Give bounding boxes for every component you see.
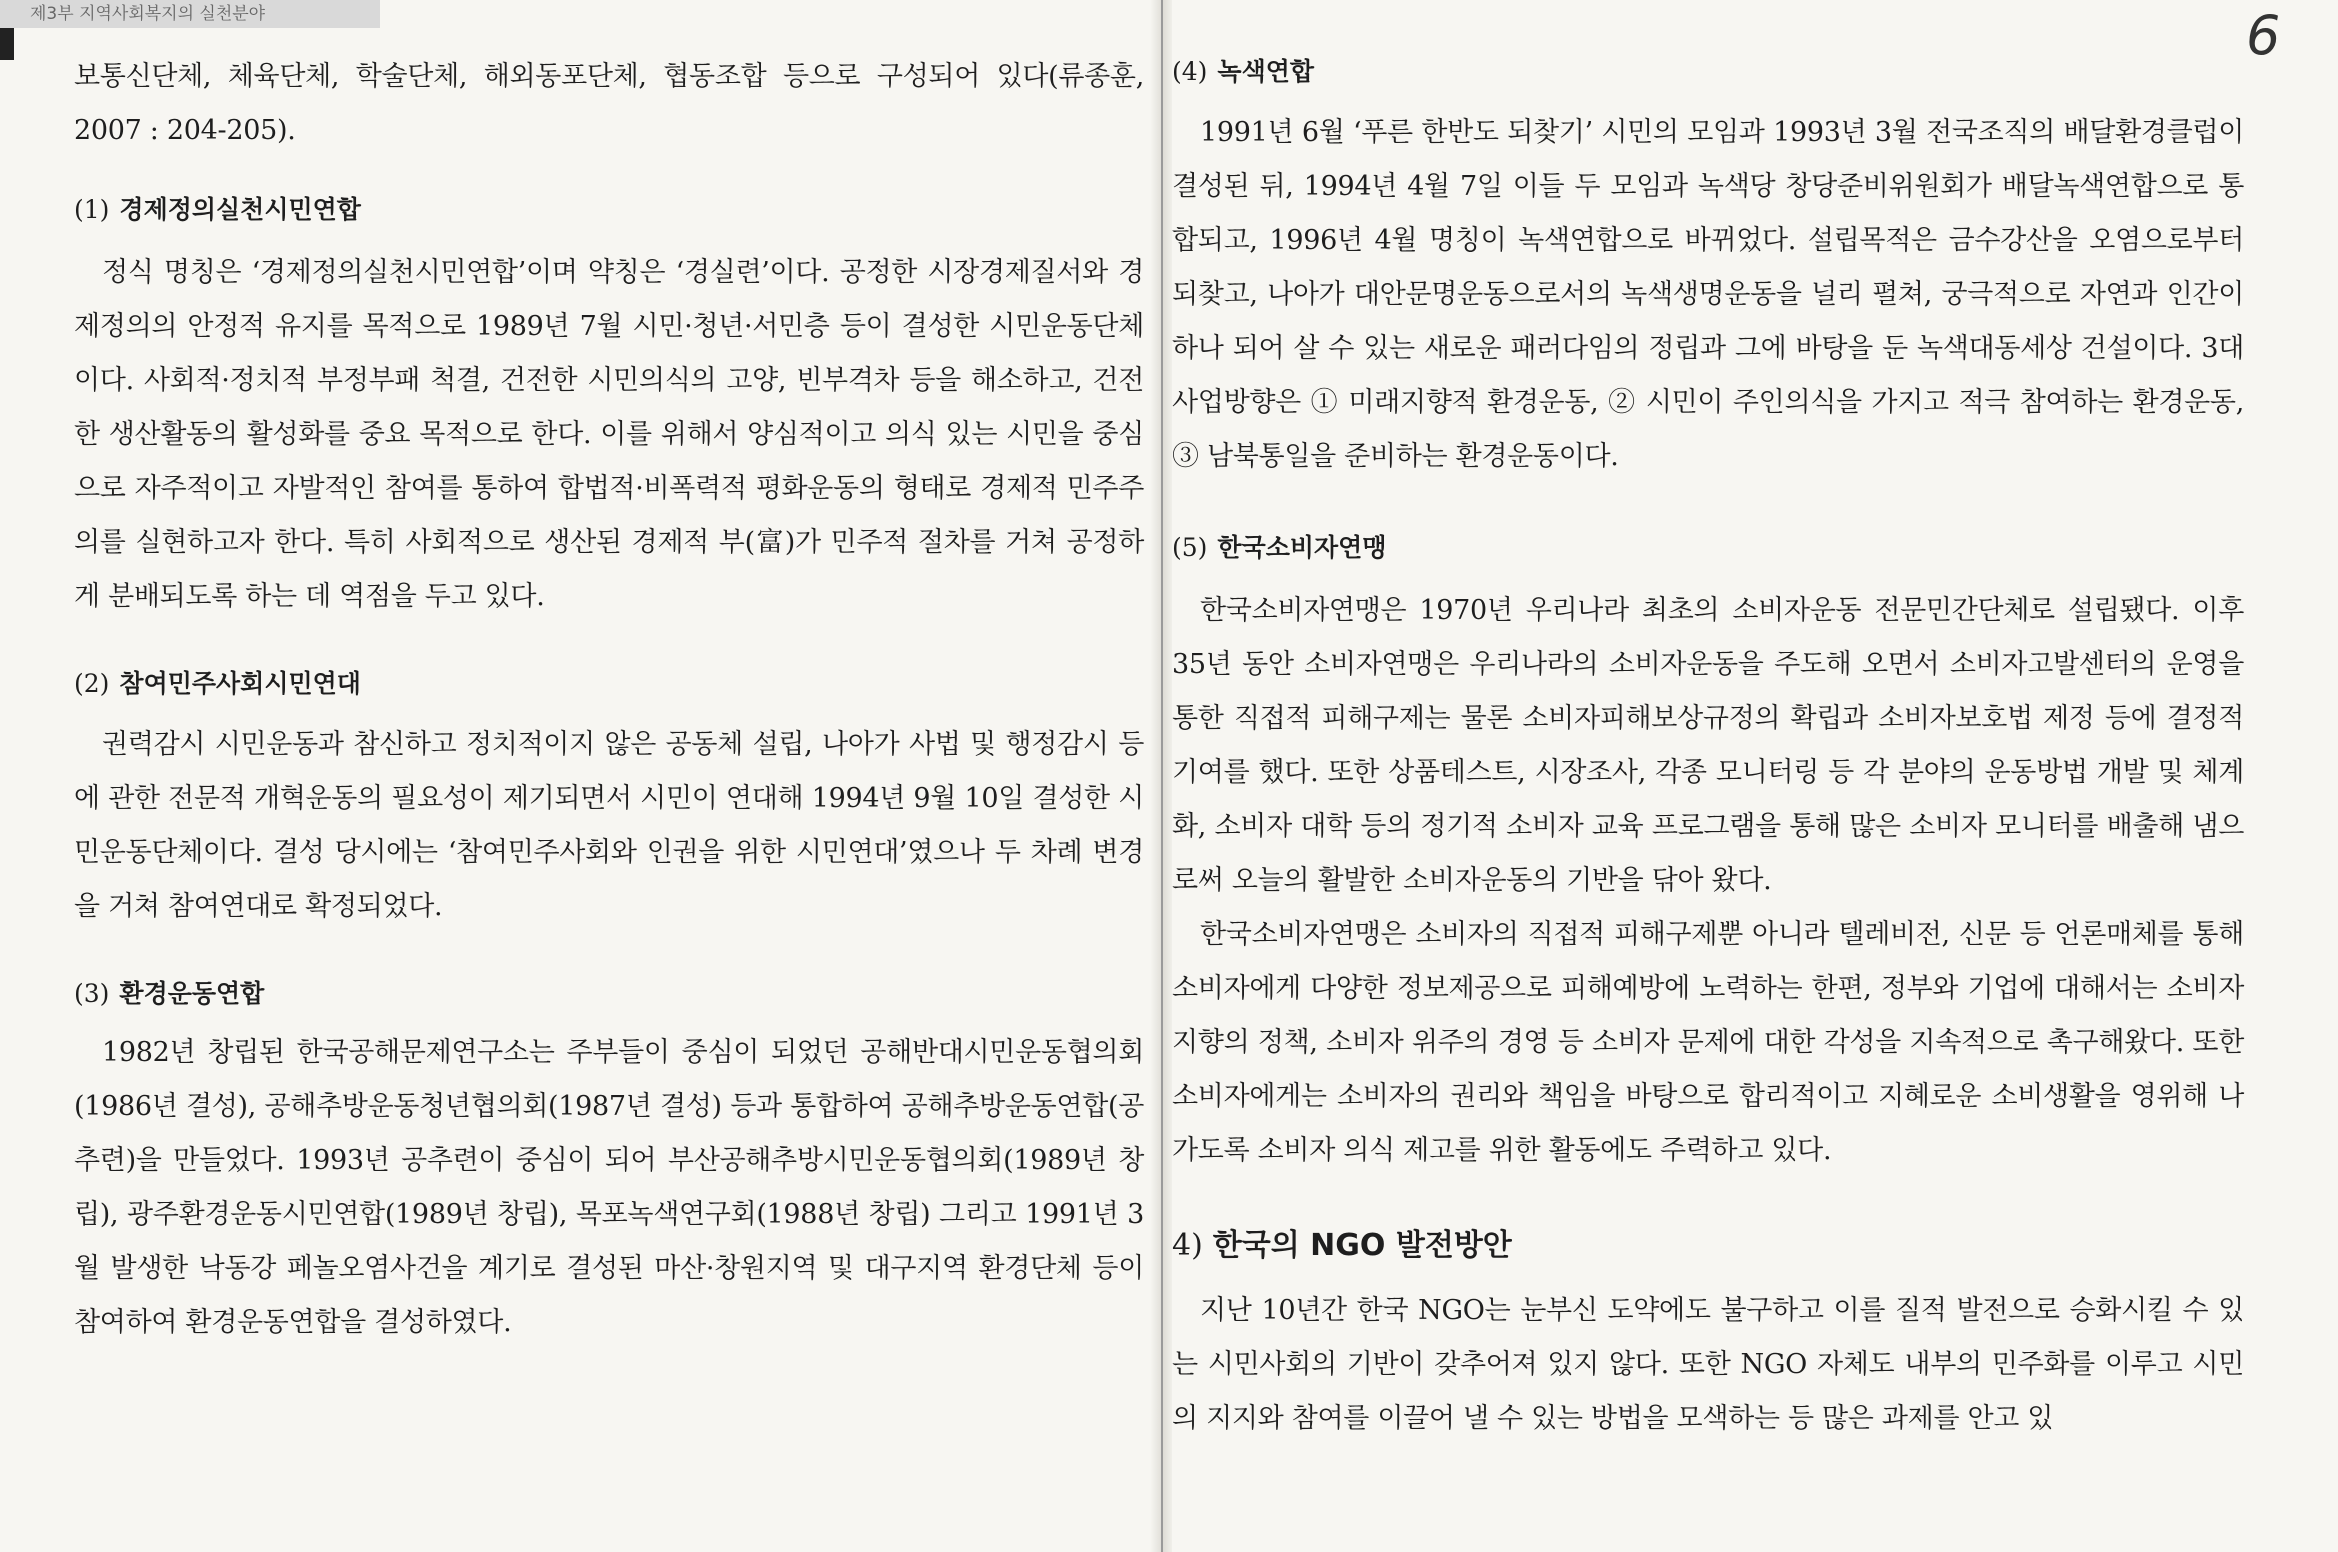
section-number: (2) bbox=[74, 669, 110, 698]
section-body-ngo: 지난 10년간 한국 NGO는 눈부신 도약에도 불구하고 이를 질적 발전으로 승화시킬 수 있는 시민사회의 기반이 갖추어져 있지 않다. 또한 NGO 자체도 내부의 민주화를 이루고 시민의 지지와 참여를 이끌어 낼 수 있는 방법을 모색하는 등 많은 과제를 안고 있 bbox=[1172, 1295, 2244, 1434]
chapter-section-heading bbox=[1172, 1222, 2244, 1270]
section-number: (4) bbox=[1172, 57, 1208, 86]
section-body-3: 1982년 창립된 한국공해문제연구소는 주부들이 중심이 되었던 공해반대시민운동협의회(1986년 결성), 공해추방운동청년협의회(1987년 결성) 등과 통합하여 공해추방운동연합(공추련)을 만들었다. 1993년 공추련이 중심이 되어 부산공해추방시민운동협의회(1989년 창립), 광주환경운동시민연합(1989년 창립), 목포녹색연구회(1988년 창립) 그리고 1991년 3월 발생한 낙동강 페놀오염사건을 계기로 결성된 마산·창원지역 및 대구지역 환경단체 등이 참여하여 환경운동연합을 결성하였다. bbox=[74, 1037, 1144, 1338]
section-title: 한국의 NGO 발전방안 bbox=[1212, 1228, 1512, 1263]
section-body-2: 권력감시 시민운동과 참신하고 정치적이지 않은 공동체 설립, 나아가 사법 및 행정감시 등에 관한 전문적 개혁운동의 필요성이 제기되면서 시민이 연대해 1994년 9월 10일 결성한 시민운동단체이다. 결성 당시에는 ‘참여민주사회와 인권을 위한 시민연대’였으나 두 차례 변경을 거쳐 참여연대로 확정되었다. bbox=[74, 729, 1144, 922]
section-title: 환경운동연합 bbox=[119, 979, 265, 1008]
section-heading-3 bbox=[74, 972, 1144, 1016]
section-body-5a: 한국소비자연맹은 1970년 우리나라 최초의 소비자운동 전문민간단체로 설립됐다. 이후 35년 동안 소비자연맹은 우리나라의 소비자운동을 주도해 오면서 소비자고발센터의 운영을 통한 직접적 피해구제는 물론 소비자피해보상규정의 확립과 소비자보호법 제정 등에 결정적 기여를 했다. 또한 상품테스트, 시장조사, 각종 모니터링 등 각 분야의 운동방법 개발 및 체계화, 소비자 대학 등의 정기적 소비자 교육 프로그램을 통해 많은 소비자 모니터를 배출해 냄으로써 오늘의 활발한 소비자운동의 기반을 닦아 왔다. bbox=[1172, 595, 2244, 896]
intro-paragraph: 보통신단체, 체육단체, 학술단체, 해외동포단체, 협동조합 등으로 구성되어 있다(류종훈, 2007 : 204-205). bbox=[74, 61, 1144, 146]
section-heading-2 bbox=[74, 662, 1144, 706]
gutter-divider bbox=[1161, 0, 1163, 1552]
section-title: 녹색연합 bbox=[1217, 57, 1315, 86]
section-title: 참여민주사회시민연대 bbox=[119, 669, 361, 698]
handwritten-page-number: 6 bbox=[2246, 4, 2281, 67]
running-header: 제3부 지역사회복지의 실천분야 bbox=[0, 0, 380, 28]
section-number: (3) bbox=[74, 979, 110, 1008]
section-body-4: 1991년 6월 ‘푸른 한반도 되찾기’ 시민의 모임과 1993년 3월 전국조직의 배달환경클럽이 결성된 뒤, 1994년 4월 7일 이들 두 모임과 녹색당 창당준비위원회가 배달녹색연합으로 통합되고, 1996년 4월 명칭이 녹색연합으로 바뀌었다. 설립목적은 금수강산을 오염으로부터 되찾고, 나아가 대안문명운동으로서의 녹색생명운동을 널리 펼쳐, 궁극적으로 자연과 인간이 하나 되어 살 수 있는 새로운 패러다임의 정립과 그에 바탕을 둔 녹색대동세상 건설이다. 3대 사업방향은 ① 미래지향적 환경운동, ② 시민이 주인의식을 가지고 적극 참여하는 환경운동, ③ 남북통일을 준비하는 환경운동이다. bbox=[1172, 117, 2245, 472]
section-title: 한국소비자연맹 bbox=[1217, 533, 1387, 562]
section-heading-5 bbox=[1172, 526, 2244, 570]
section-body-1: 정식 명칭은 ‘경제정의실천시민연합’이며 약칭은 ‘경실련’이다. 공정한 시장경제질서와 경제정의의 안정적 유지를 목적으로 1989년 7월 시민·청년·서민층 등이 결성한 시민운동단체이다. 사회적·정치적 부정부패 척결, 건전한 시민의식의 고양, 빈부격차 등을 해소하고, 건전한 생산활동의 활성화를 중요 목적으로 한다. 이를 위해서 양심적이고 의식 있는 시민을 중심으로 자주적이고 자발적인 참여를 통하여 합법적·비폭력적 평화운동의 형태로 경제적 민주주의를 실현하고자 한다. 특히 사회적으로 생산된 경제적 부(富)가 민주적 절차를 거쳐 공정하게 분배되도록 하는 데 역점을 두고 있다. bbox=[74, 257, 1144, 612]
section-number: (5) bbox=[1172, 533, 1208, 562]
section-heading-4 bbox=[1172, 50, 2244, 94]
section-number: 4) bbox=[1172, 1228, 1203, 1263]
section-number: (1) bbox=[74, 195, 110, 224]
left-page bbox=[74, 50, 1144, 1350]
section-title: 경제정의실천시민연합 bbox=[119, 195, 361, 224]
right-page bbox=[1172, 50, 2244, 1446]
section-body-5b: 한국소비자연맹은 소비자의 직접적 피해구제뿐 아니라 텔레비전, 신문 등 언론매체를 통해 소비자에게 다양한 정보제공으로 피해예방에 노력하는 한편, 정부와 기업에 대해서는 소비자 지향의 정책, 소비자 위주의 경영 등 소비자 문제에 대한 각성을 지속적으로 촉구해왔다. 또한 소비자에게는 소비자의 권리와 책임을 바탕으로 합리적이고 지혜로운 소비생활을 영위해 나가도록 소비자 의식 제고를 위한 활동에도 주력하고 있다. bbox=[1172, 919, 2244, 1166]
section-heading-1 bbox=[74, 188, 1144, 232]
